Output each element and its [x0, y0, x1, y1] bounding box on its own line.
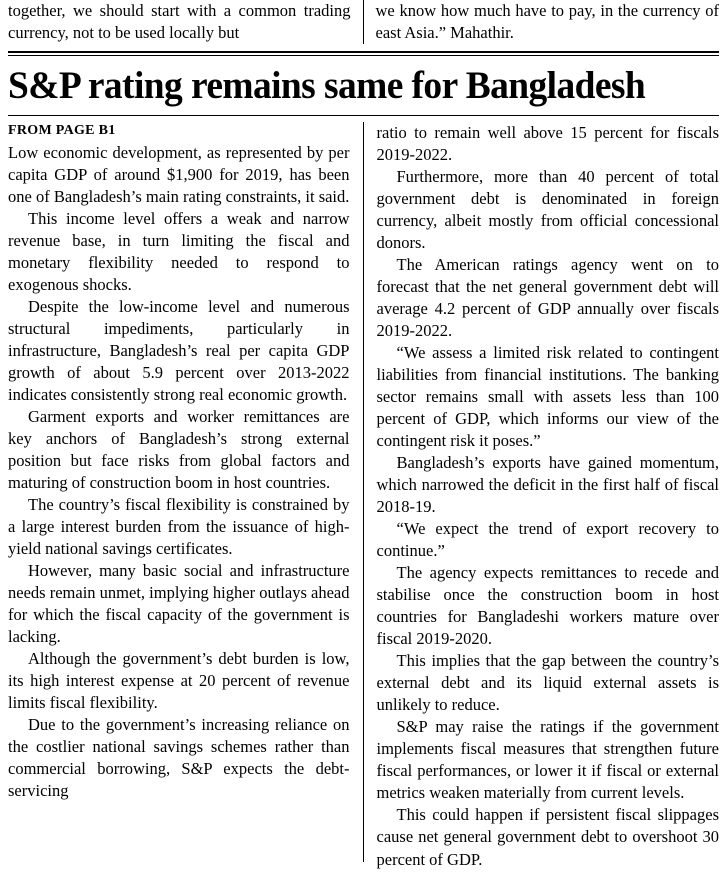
paragraph: Low economic development, as represented by per capita GDP of around $1,900 for 2019, has been one of Bangladesh’s main rating constraints, it said.: [8, 142, 350, 206]
paragraph: Garment exports and worker remittances are key anchors of Bangladesh’s strong external position but face risks from global factors and maturing of construction boom in host countries.: [8, 406, 350, 492]
paragraph: Although the government’s debt burden is low, its high interest expense at 20 percent of revenue limits fiscal flexibility.: [8, 649, 350, 713]
article-headline: S&P rating remains same for Bangladesh: [8, 63, 646, 107]
paragraph: The American ratings agency went on to forecast that the net general government debt will average 4.2 percent of GDP annually over fiscals 2019-2022.: [376, 255, 719, 341]
section-divider-thick: [8, 51, 719, 53]
paragraph: This could happen if persistent fiscal slippages cause net general government debt to overshoot 30 percent of GDP.: [376, 805, 719, 869]
section-divider-thin: [8, 55, 719, 56]
paragraph: “We assess a limited risk related to contingent liabilities from financial institutions. The banking sector remains small with assets less than 100 percent of GDP, which informs our view of the contingent risk it poses.”: [376, 343, 719, 451]
article-right-column: [364, 122, 720, 869]
carryover-left-paragraph: together, we should start with a common trading currency, not to be used locally but: [8, 1, 351, 42]
article-left-column: [8, 122, 364, 862]
carryover-right-column: [364, 0, 720, 44]
paragraph: This implies that the gap between the country’s external debt and its liquid external assets is unlikely to reduce.: [376, 651, 719, 715]
paragraph: S&P may raise the ratings if the government implements fiscal measures that strengthen future fiscal performances, or lower it if fiscal or external metrics weaken materially from current levels.: [376, 717, 719, 803]
article-body: [8, 122, 719, 869]
carryover-right-paragraph: we know how much have to pay, in the currency of east Asia.” Mahathir.: [375, 1, 719, 42]
paragraph: Due to the government’s increasing reliance on the costlier national savings schemes rather than commercial borrowing, S&P expects the debt-servicing: [8, 715, 350, 801]
carryover-text-block: [8, 0, 719, 44]
paragraph: The country’s fiscal flexibility is constrained by a large interest burden from the issuance of high-yield national savings certificates.: [8, 494, 350, 558]
paragraph: However, many basic social and infrastructure needs remain unmet, implying higher outlays ahead for which the fiscal capacity of the government is lacking.: [8, 560, 350, 647]
paragraph: ratio to remain well above 15 percent for fiscals 2019-2022.: [376, 122, 719, 164]
paragraph: Despite the low-income level and numerous structural impediments, particularly in infrastructure, Bangladesh’s real per capita GDP growth of about 5.9 percent over 2013-2022 indicates consistently strong real economic growth.: [8, 296, 350, 404]
paragraph: “We expect the trend of export recovery to continue.”: [376, 519, 719, 561]
article-kicker: FROM PAGE B1: [8, 122, 116, 138]
carryover-left-column: [8, 0, 364, 44]
paragraph: Bangladesh’s exports have gained momentum, which narrowed the deficit in the first half of fiscal 2018-19.: [376, 453, 719, 517]
headline-underline: [8, 115, 719, 116]
paragraph: The agency expects remittances to recede and stabilise once the construction boom in host countries for Bangladeshi workers mature over fiscal 2019-2020.: [376, 563, 719, 649]
paragraph: Furthermore, more than 40 percent of total government debt is denominated in foreign currency, albeit mostly from official concessional donors.: [376, 167, 719, 253]
paragraph: This income level offers a weak and narrow revenue base, in turn limiting the fiscal and monetary flexibility needed to respond to exogenous shocks.: [8, 208, 350, 294]
